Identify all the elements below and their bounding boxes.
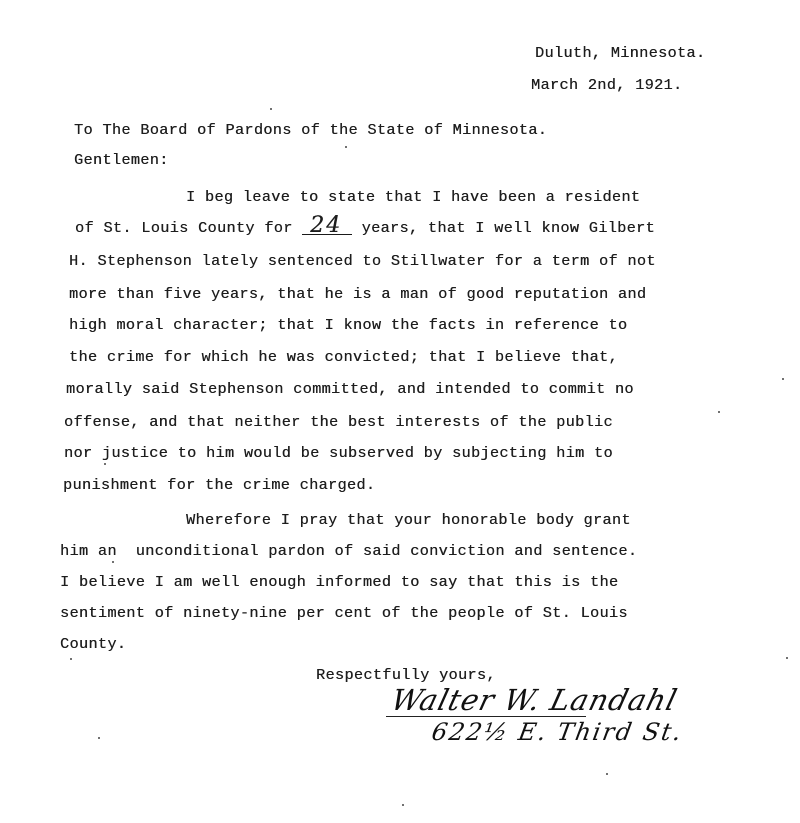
scan-speck (104, 463, 106, 465)
paragraph1-line2-end: years, that I well know Gilbert (352, 219, 655, 237)
closing: Respectfully yours, (316, 666, 496, 684)
scan-speck (70, 658, 72, 660)
paragraph2-line3: I believe I am well enough informed to say that this is the (60, 573, 619, 591)
signature-address: 622½ E. Third St. (429, 718, 686, 746)
paragraph1-line7: morally said Stephenson committed, and intended to commit no (66, 380, 634, 398)
scan-speck (270, 108, 272, 110)
paragraph2-line5: County. (60, 635, 127, 653)
paragraph2-line4: sentiment of ninety-nine per cent of the people of St. Louis (60, 604, 628, 622)
scan-speck (112, 561, 114, 563)
scan-speck (718, 411, 720, 413)
letter-date: March 2nd, 1921. (531, 76, 683, 94)
signature-name: Walter W. Landahl (387, 683, 682, 717)
paragraph1-line2-start: of St. Louis County for (75, 219, 303, 237)
signature-line (386, 716, 586, 717)
paragraph1-line6: the crime for which he was convicted; that I believe that, (69, 348, 618, 366)
letter-salutation: Gentlemen: (74, 151, 169, 169)
paragraph1-line3: H. Stephenson lately sentenced to Stillwater for a term of not (69, 252, 656, 270)
paragraph2-line1: Wherefore I pray that your honorable body grant (186, 511, 631, 529)
paragraph1-line2 (75, 213, 655, 238)
paragraph1-line9: nor justice to him would be subserved by subjecting him to (64, 444, 613, 462)
handwritten-years: 24 (302, 218, 352, 235)
scan-speck (786, 657, 788, 659)
paragraph1-line1: I beg leave to state that I have been a resident (186, 188, 641, 206)
paragraph1-line5: high moral character; that I know the facts in reference to (69, 316, 628, 334)
letter-addressee: To The Board of Pardons of the State of Minnesota. (74, 121, 548, 139)
scan-speck (782, 378, 784, 380)
scan-speck (606, 773, 608, 775)
letter-place: Duluth, Minnesota. (535, 44, 706, 62)
scan-speck (345, 146, 347, 148)
paragraph1-line10: punishment for the crime charged. (63, 476, 376, 494)
scan-speck (402, 804, 404, 806)
scan-speck (98, 737, 100, 739)
paragraph2-line2: him an unconditional pardon of said conviction and sentence. (60, 542, 638, 560)
paragraph1-line8: offense, and that neither the best interests of the public (64, 413, 613, 431)
paragraph1-line4: more than five years, that he is a man of good reputation and (69, 285, 647, 303)
